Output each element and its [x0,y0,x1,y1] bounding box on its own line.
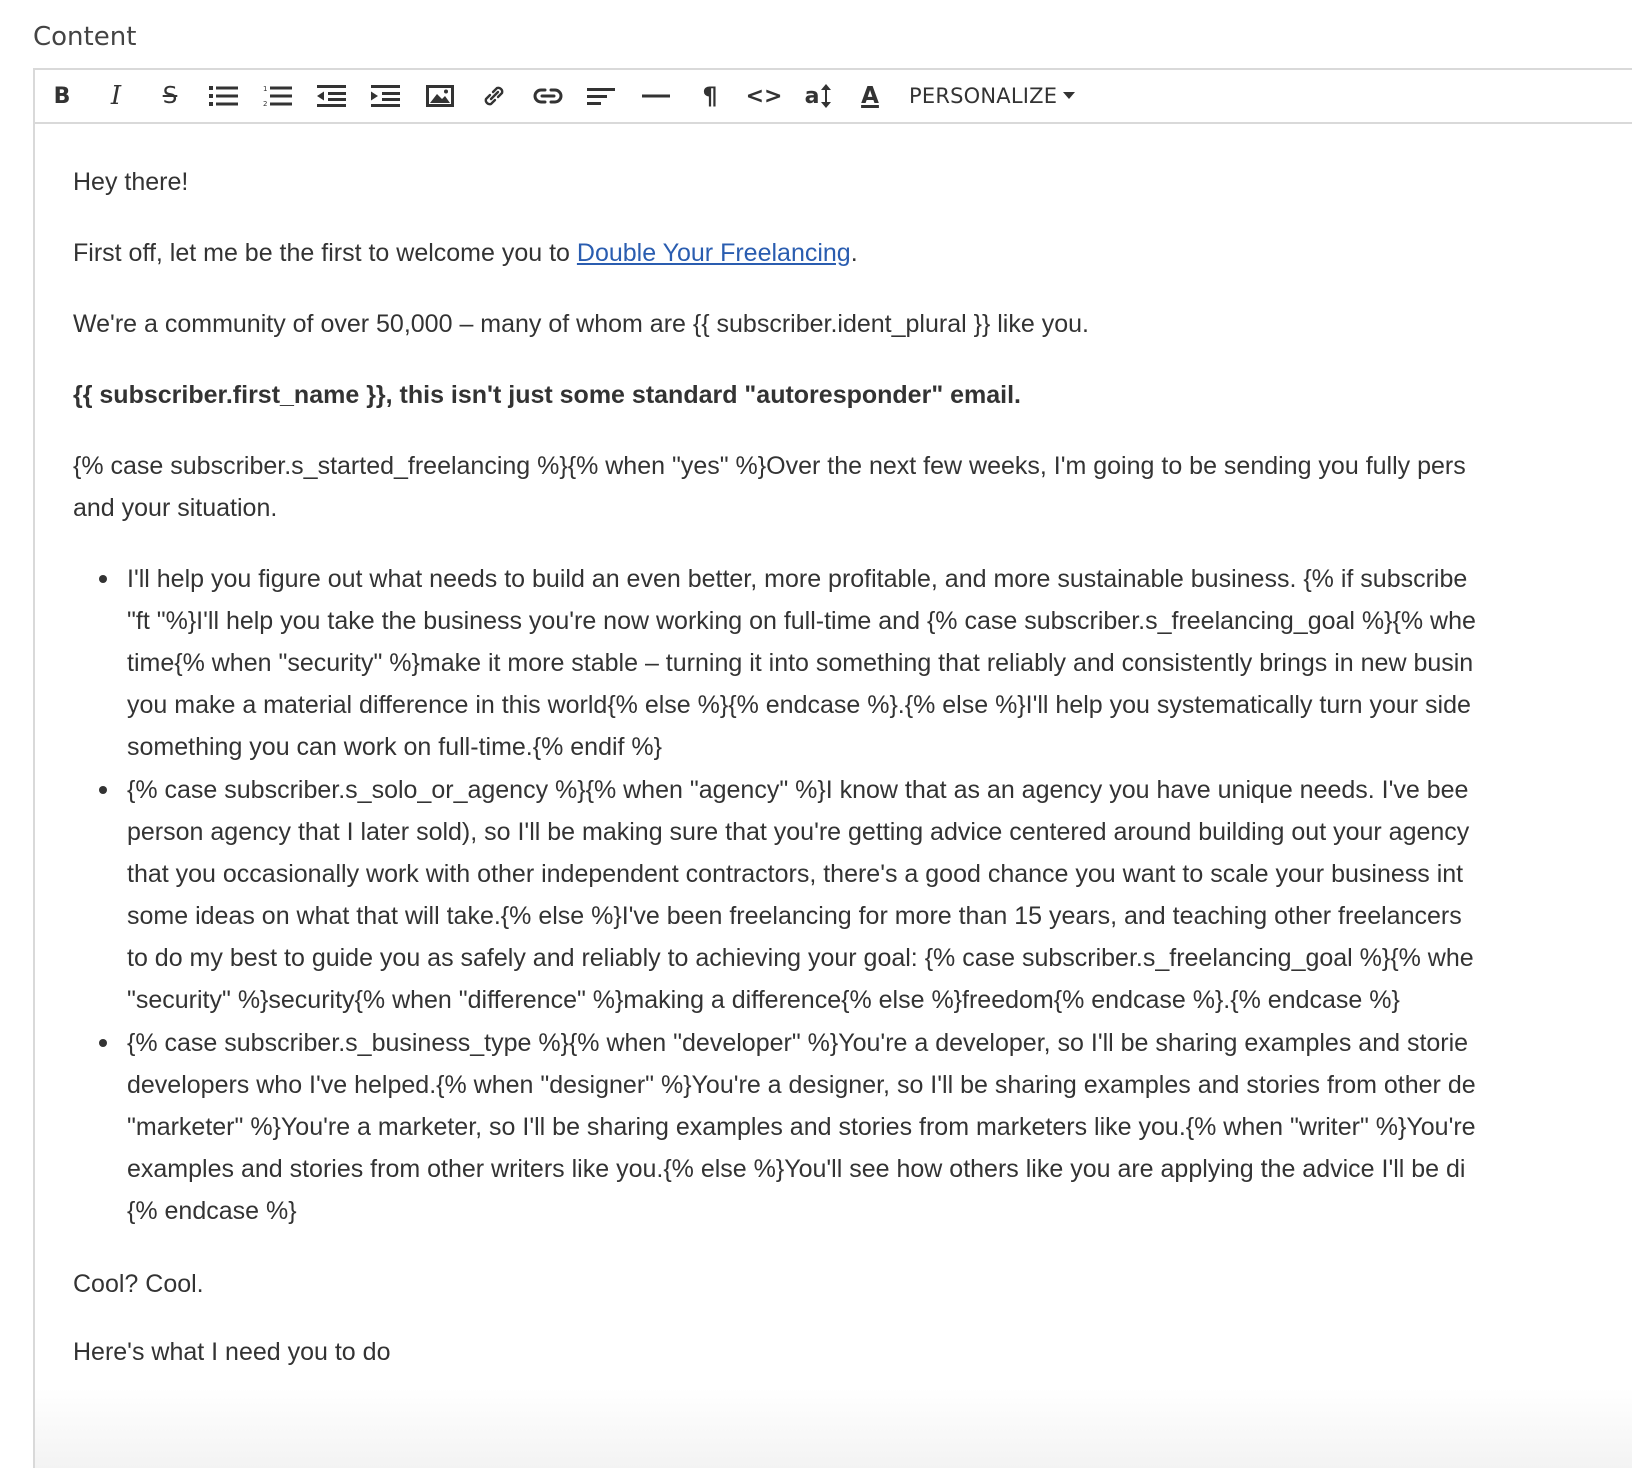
svg-text:2: 2 [263,100,268,107]
unlink-button[interactable] [531,79,565,113]
strikethrough-button[interactable] [153,79,187,113]
list-item-line: "ft "%}I'll help you take the business you're now working on full-time and {% case subscriber.s_freelancing_goal %}{% whe [127,607,1476,635]
welcome-paragraph [73,232,858,274]
editor-toolbar [35,70,1632,124]
font-size-icon: a [804,83,820,109]
unlink-icon [533,85,563,107]
bulleted-list-icon [209,85,239,107]
list-item-line: {% case subscriber.s_business_type %}{% when "developer" %}You're a developer, so I'll be sharing examples and storie [127,1029,1469,1057]
align-button[interactable] [585,79,619,113]
font-size-button[interactable] [801,79,835,113]
outdent-button[interactable] [315,79,349,113]
community-paragraph: We're a community of over 50,000 – many of whom are {{ subscriber.ident_plural }} like you. [73,310,1089,338]
list-item-line: examples and stories from other writers like you.{% else %}You'll see how others like you are applying the advice I'll be di [127,1155,1466,1183]
list-item-line: time{% when "security" %}make it more stable – turning it into something that reliably and consistently brings in new busin [127,649,1474,677]
code-icon: <> [745,83,783,109]
bullet-dot [99,1039,107,1047]
case-paragraph-line-2: and your situation. [73,494,278,522]
list-item-line: you make a material difference in this world{% else %}{% endcase %}.{% else %}I'll help you systematically turn your side [127,691,1471,719]
italic-button[interactable] [99,79,133,113]
caret-down-icon [1063,92,1075,100]
list-item-line: "security" %}security{% when "difference" %}making a difference{% else %}freedom{% endcase %}.{% endcase %} [127,986,1400,1014]
list-item-line: I'll help you figure out what needs to build an even better, more profitable, and more sustainable business. {% if subscribe [127,565,1468,593]
code-button[interactable] [747,79,781,113]
outdent-icon [317,85,347,107]
image-icon [426,85,454,107]
double-your-freelancing-link[interactable]: Double Your Freelancing [576,239,851,267]
welcome-suffix: . [850,239,858,267]
welcome-prefix: First off, let me be the first to welcome you to [73,239,577,267]
text-color-icon: A [861,83,879,109]
bold-paragraph [73,374,1021,416]
bullet-dot [99,575,107,583]
list-item-line: something you can work on full-time.{% endif %} [127,733,662,761]
svg-text:1: 1 [263,85,268,93]
cool-paragraph: Cool? Cool. [73,1270,204,1298]
link-icon [481,83,507,109]
list-item-line: to do my best to guide you as safely and reliably to achieving your goal: {% case subscriber.s_freelancing_goal %}{% whe [127,944,1474,972]
scroll-fade [35,1388,1632,1468]
indent-icon [371,85,401,107]
case-paragraph-line-1: {% case subscriber.s_started_freelancing %}{% when "yes" %}Over the next few weeks, I'm going to be sending you fully pers [73,452,1466,480]
numbered-list-button[interactable] [261,79,295,113]
paragraph-button[interactable] [693,79,727,113]
bold-text: {{ subscriber.first_name }}, this isn't just some standard "autoresponder" email. [73,381,1021,409]
horizontal-rule-icon [641,85,671,107]
next-paragraph: Here's what I need you to do [73,1338,391,1366]
personalize-dropdown[interactable] [909,80,1075,112]
indent-button[interactable] [369,79,403,113]
list-item-line: {% endcase %} [127,1197,297,1225]
list-item-line: developers who I've helped.{% when "designer" %}You're a designer, so I'll be sharing examples and stories from other de [127,1071,1476,1099]
greeting-paragraph: Hey there! [73,168,189,196]
list-item-line: "marketer" %}You're a marketer, so I'll be sharing examples and stories from marketers like you.{% when "writer" %}You're [127,1113,1476,1141]
rich-text-editor[interactable] [33,68,1632,1468]
paragraph-icon: ¶ [702,82,718,110]
editor-content[interactable] [35,122,1632,1468]
bulleted-list-button[interactable] [207,79,241,113]
list-item-line: {% case subscriber.s_solo_or_agency %}{% when "agency" %}I know that as an agency you have unique needs. I've bee [127,776,1469,804]
image-button[interactable] [423,79,457,113]
field-label: Content [33,22,137,52]
strikethrough-icon: S [162,83,178,109]
numbered-list-icon [263,85,293,107]
font-size-arrows-icon [821,84,831,108]
align-left-icon [587,85,617,107]
link-button[interactable] [477,79,511,113]
text-color-button[interactable] [853,79,887,113]
list-item-line: that you occasionally work with other independent contractors, there's a good chance you want to scale your business int [127,860,1464,888]
list-item-line: some ideas on what that will take.{% else %}I've been freelancing for more than 15 years, and teaching other freelancers [127,902,1462,930]
bold-icon: B [53,83,71,109]
bullet-dot [99,786,107,794]
personalize-label: PERSONALIZE [909,84,1058,108]
horizontal-rule-button[interactable] [639,79,673,113]
list-item-line: person agency that I later sold), so I'll be making sure that you're getting advice centered around building out your agency [127,818,1470,846]
bold-button[interactable] [45,79,79,113]
italic-icon: I [110,81,122,111]
